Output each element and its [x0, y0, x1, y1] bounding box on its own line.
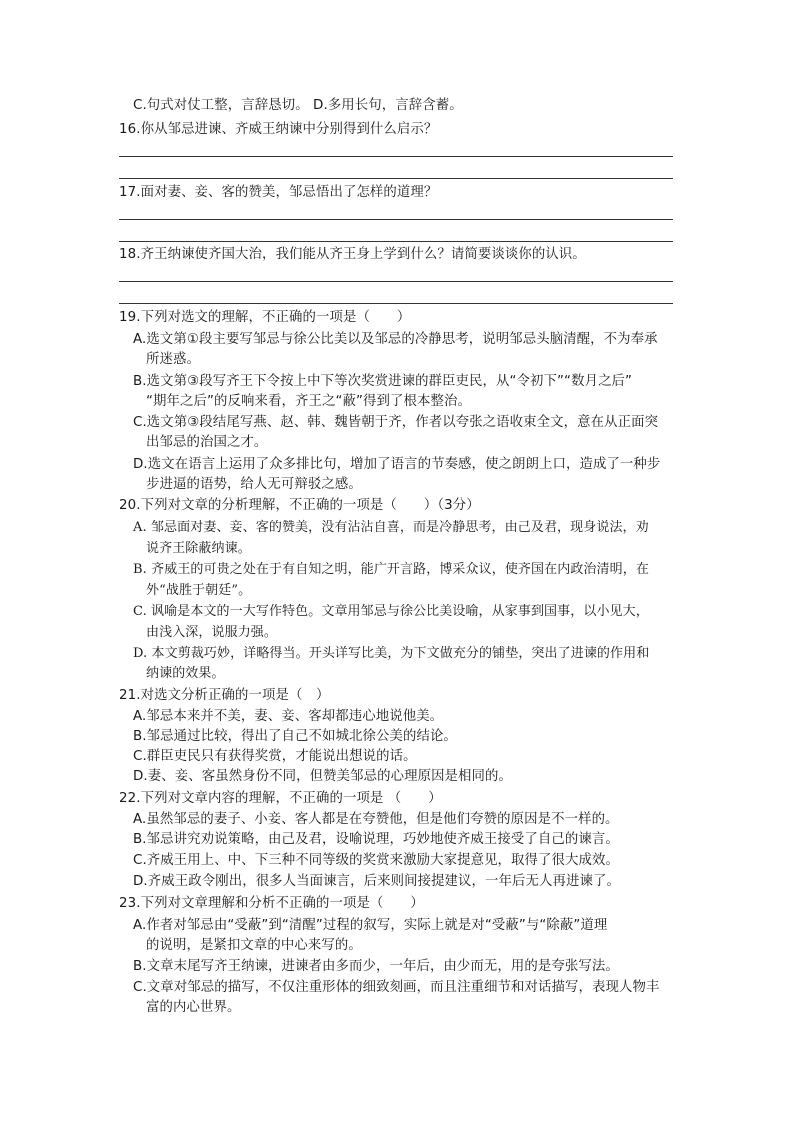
q23-option-c: C.文章对邹忌的描写，不仅注重形体的细致刻画，而且注重细节和对话描写，表现人物丰	[133, 980, 660, 995]
q20-option-b: B. 齐威王的可贵之处在于有自知之明，能广开言路，博采众议，使齐国在内政治清明，在	[133, 562, 649, 577]
q20-option-a: A. 邹忌面对妻、妾、客的赞美，没有沾沾自喜，而是冷静思考，由己及君，现身说法，劝	[133, 520, 649, 535]
q19-option-b-cont: “期年之后”的反响来看，齐王之“蔽”得到了根本整治。	[146, 394, 471, 409]
q19-option-d-cont: 步进逼的语势，给人无可辩驳之感。	[146, 477, 362, 492]
q20-option-c: C. 讽喻是本文的一大写作特色。文章用邹忌与徐公比美设喻，从家事到国事，以小见大，	[133, 604, 649, 619]
question-22: 22.下列对文章内容的理解，不正确的一项是 （ ）	[119, 791, 442, 806]
q22-option-a: A.虽然邹忌的妻子、小妾、客人都是在夸赞他，但是他们夸赞的原因是不一样的。	[133, 812, 619, 827]
q19-option-a: A.选文第①段主要写邹忌与徐公比美以及邹忌的冷静思考，说明邹忌头脑清醒，不为奉承	[133, 332, 658, 347]
question-21: 21.对选文分析正确的一项是（ ）	[119, 688, 330, 703]
q23-option-a-cont: 的说明，是紧扣文章的中心来写的。	[146, 938, 362, 953]
q19-option-c-cont: 出邹忌的治国之才。	[146, 435, 268, 450]
q20-option-c-cont: 由浅入深，说服力强。	[146, 625, 278, 640]
q15-options-cd: C.句式对仗工整，言辞恳切。 D.多用长句，言辞含蓄。	[133, 98, 463, 113]
answer-line	[119, 219, 673, 220]
question-16: 16.你从邹忌进谏、齐威王纳谏中分别得到什么启示？	[119, 122, 438, 137]
q22-option-b: B.邹忌讲究劝说策略，由己及君，设喻说理，巧妙地使齐威王接受了自己的谏言。	[133, 832, 619, 847]
q19-option-b: B.选文第③段写齐王下令按上中下等次奖赏进谏的群臣吏民，从“令初下”“数月之后”	[133, 374, 633, 389]
q19-option-c: C.选文第③段结尾写燕、赵、韩、魏皆朝于齐，作者以夸张之语收束全文，意在从正面突	[133, 415, 659, 430]
q21-option-a: A.邹忌本来并不美，妻、妾、客却都违心地说他美。	[133, 709, 444, 724]
q20-option-d: D. 本文剪裁巧妙，详略得当。开头详写比美，为下文做充分的铺垫，突出了进谏的作用和	[133, 646, 650, 661]
question-19: 19.下列对选文的理解，不正确的一项是（ ）	[119, 310, 411, 325]
q20-option-a-cont: 说齐王除蔽纳谏。	[146, 541, 251, 556]
answer-line	[119, 303, 673, 304]
q19-option-a-cont: 所迷惑。	[146, 352, 200, 367]
question-23: 23.下列对文章理解和分析不正确的一项是（ ）	[119, 896, 424, 911]
answer-line	[119, 178, 673, 179]
q23-option-a: A.作者对邹忌由“受蔽”到“清醒”过程的叙写，实际上就是对“受蔽”与“除蔽”道理	[133, 918, 608, 933]
q20-option-d-cont: 纳谏的效果。	[146, 666, 225, 681]
q22-option-d: D.齐威王政令刚出，很多人当面谏言，后来则间接提建议，一年后无人再进谏了。	[133, 874, 620, 889]
q23-option-b: B.文章末尾写齐王纳谏，进谏者由多而少，一年后，由少而无，用的是夸张写法。	[133, 959, 619, 974]
answer-line	[119, 241, 673, 242]
question-18: 18.齐王纳谏使齐国大治，我们能从齐王身上学到什么？请简要谈谈你的认识。	[119, 247, 586, 262]
q23-option-c-cont: 富的内心世界。	[146, 1000, 241, 1015]
q21-option-b: B.邹忌通过比较，得出了自己不如城北徐公美的结论。	[133, 729, 457, 744]
answer-line	[119, 156, 673, 157]
q21-option-c: C.群臣吏民只有获得奖赏，才能说出想说的话。	[133, 749, 417, 764]
q21-option-d: D.妻、妾、客虽然身份不同，但赞美邹忌的心理原因是相同的。	[133, 769, 513, 784]
q19-option-d: D.选文在语言上运用了众多排比句，增加了语言的节奏感，使之朗朗上口，造成了一种步	[133, 457, 661, 472]
question-17: 17.面对妻、妾、客的赞美，邹忌悟出了怎样的道理？	[119, 185, 438, 200]
q20-option-b-cont: 外“战胜于朝廷”。	[146, 583, 252, 598]
question-20: 20.下列对文章的分析理解，不正确的一项是（ ）（3分）	[119, 498, 480, 513]
answer-line	[119, 281, 673, 282]
q22-option-c: C.齐威王用上、中、下三种不同等级的奖赏来激励大家提意见，取得了很大成效。	[133, 853, 619, 868]
